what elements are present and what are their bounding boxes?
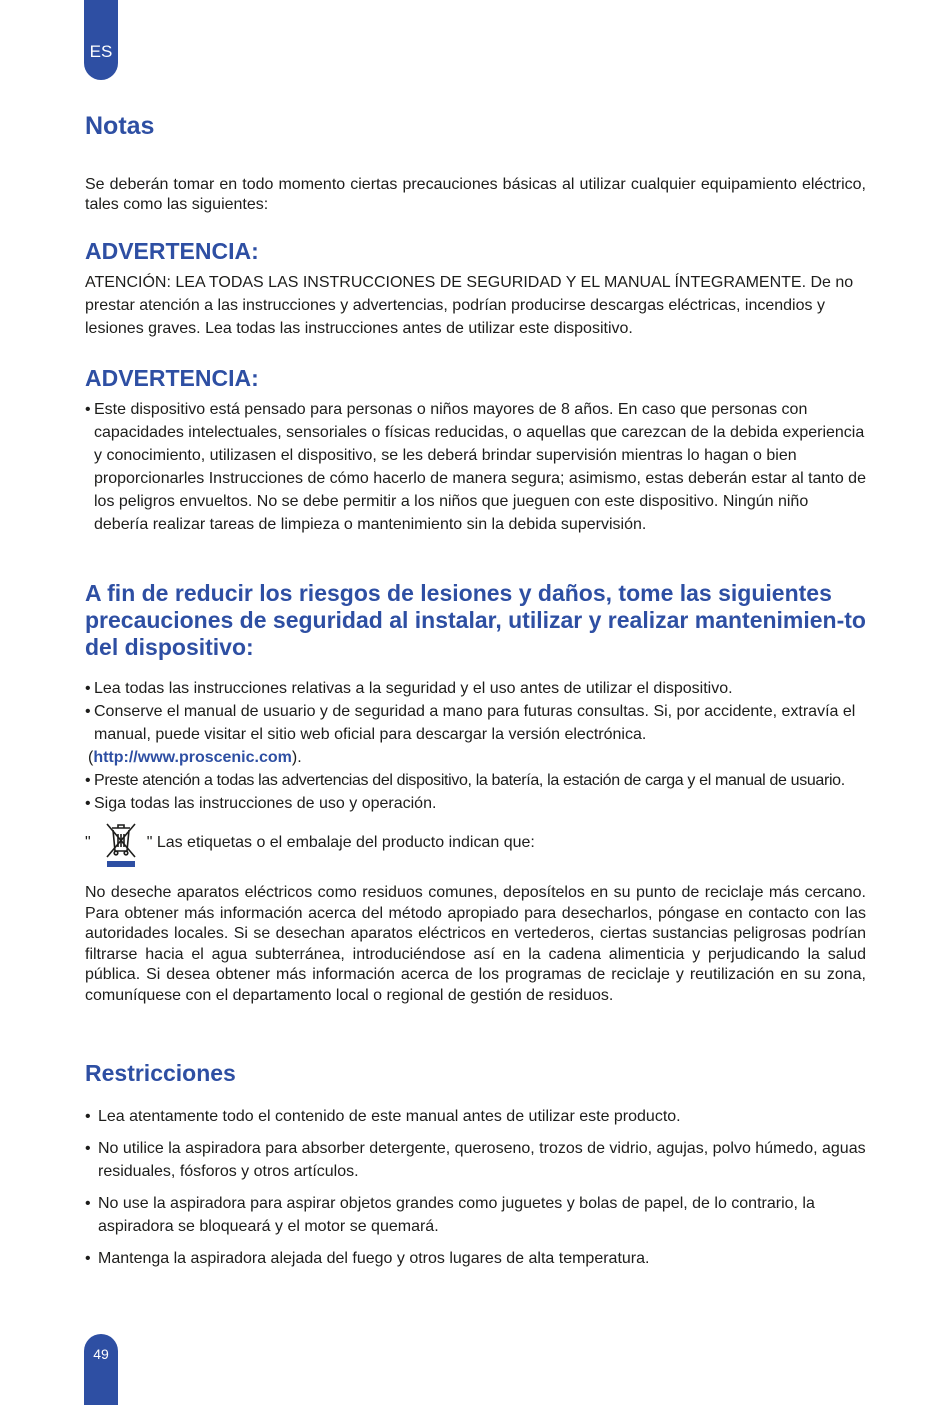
warning2-heading: ADVERTENCIA: bbox=[85, 365, 259, 391]
notes-intro: Se deberán tomar en todo momento ciertas precauciones básicas al utilizar cualquier equipamiento eléctrico, tales como las siguientes: bbox=[85, 176, 866, 213]
restriction-item: • Mantenga la aspiradora alejada del fuego y otros lugares de alta temperatura. bbox=[85, 1247, 866, 1270]
warning2-bullet: • Este dispositivo está pensado para personas o niños mayores de 8 años. En caso que personas con capacidades intelectuales, sensoriales o físicas reducidas, o aquellas que carezcan de la debida experiencia y conocimiento, utilizasen el dispositivo, se les deberá brindar supervisión mientras lo hagan o bien proporcionarles Instrucciones de cómo hacerlo de manera segura; asimismo, estas deberán estar al tanto de los peligros envueltos. No se debe permitir a los niños que jueguen con este dispositivo. Ningún niño debería realizar tareas de limpieza o mantenimiento sin la debida supervisión. bbox=[85, 398, 866, 536]
website-line bbox=[85, 746, 866, 769]
restriction-item: • No use la aspiradora para aspirar objetos grandes como juguetes y bolas de papel, de lo contrario, la aspiradora se bloqueará y el motor se quemará. bbox=[85, 1192, 866, 1238]
weee-label-text: " Las etiquetas o el embalaje del producto indican que: bbox=[146, 834, 535, 851]
warning2-list bbox=[85, 398, 866, 536]
precautions-list bbox=[85, 677, 866, 815]
precaution-item: • Conserve el manual de usuario y de seguridad a mano para futuras consultas. Si, por accidente, extravía el manual, puede visitar el sitio web oficial para descargar la versión electrónica. bbox=[85, 700, 866, 746]
language-tab bbox=[84, 0, 118, 80]
weee-quote-open: " bbox=[85, 834, 91, 851]
website-link[interactable]: http://www.proscenic.com bbox=[93, 749, 292, 766]
weee-notice bbox=[85, 818, 866, 868]
warning1-text: ATENCIÓN: LEA TODAS LAS INSTRUCCIONES DE SEGURIDAD Y EL MANUAL ÍNTEGRAMENTE. De no prestar atención a las instrucciones y advertencias, podrían producirse descargas eléctricas, incendios y lesiones graves. Lea todas las instrucciones antes de utilizar este dispositivo. bbox=[85, 274, 854, 337]
page-number-tab bbox=[84, 1334, 118, 1405]
restrictions-list bbox=[85, 1105, 866, 1279]
disposal-paragraph: No deseche aparatos eléctricos como residuos comunes, deposítelos en su punto de reciclaje más cercano. Para obtener más información acerca del método apropiado para desecharlos, póngase en contacto con las autoridades locales. Si se desechan aparatos eléctricos en vertederos, ciertas sustancias peligrosas podrían filtrarse hacia el agua subterránea, introduciéndose así en la cadena alimenticia y perjudicando la salud pública. Si desea obtener más información acerca de los programas de reciclaje y reutilización en su zona, comuníquese con el departamento local o regional de gestión de residuos. bbox=[85, 884, 866, 1004]
precaution-item: • Siga todas las instrucciones de uso y operación. bbox=[85, 792, 866, 815]
notes-heading: Notas bbox=[85, 112, 155, 140]
restriction-item: • No utilice la aspiradora para absorber detergente, queroseno, trozos de vidrio, agujas, polvo húmedo, aguas residuales, fósforos y otros artículos. bbox=[85, 1137, 866, 1183]
precaution-item: • Lea todas las instrucciones relativas a la seguridad y el uso antes de utilizar el dispositivo. bbox=[85, 677, 866, 700]
precautions-heading: A fin de reducir los riesgos de lesiones y daños, tome las siguientes precauciones de seguridad al instalar, utilizar y realizar mantenimien-to del dispositivo: bbox=[85, 580, 866, 660]
crossed-out-wheelie-bin-icon bbox=[103, 818, 139, 868]
link-close-paren: ). bbox=[291, 749, 302, 766]
restriction-item: • Lea atentamente todo el contenido de este manual antes de utilizar este producto. bbox=[85, 1105, 866, 1128]
link-open-paren: ( bbox=[88, 749, 94, 766]
precaution-item: • Preste atención a todas las advertencias del dispositivo, la batería, la estación de carga y el manual de usuario. bbox=[85, 769, 866, 792]
language-label: ES bbox=[89, 42, 113, 61]
restrictions-heading: Restricciones bbox=[85, 1060, 236, 1086]
warning1-heading: ADVERTENCIA: bbox=[85, 238, 259, 264]
page-number: 49 bbox=[93, 1346, 109, 1362]
